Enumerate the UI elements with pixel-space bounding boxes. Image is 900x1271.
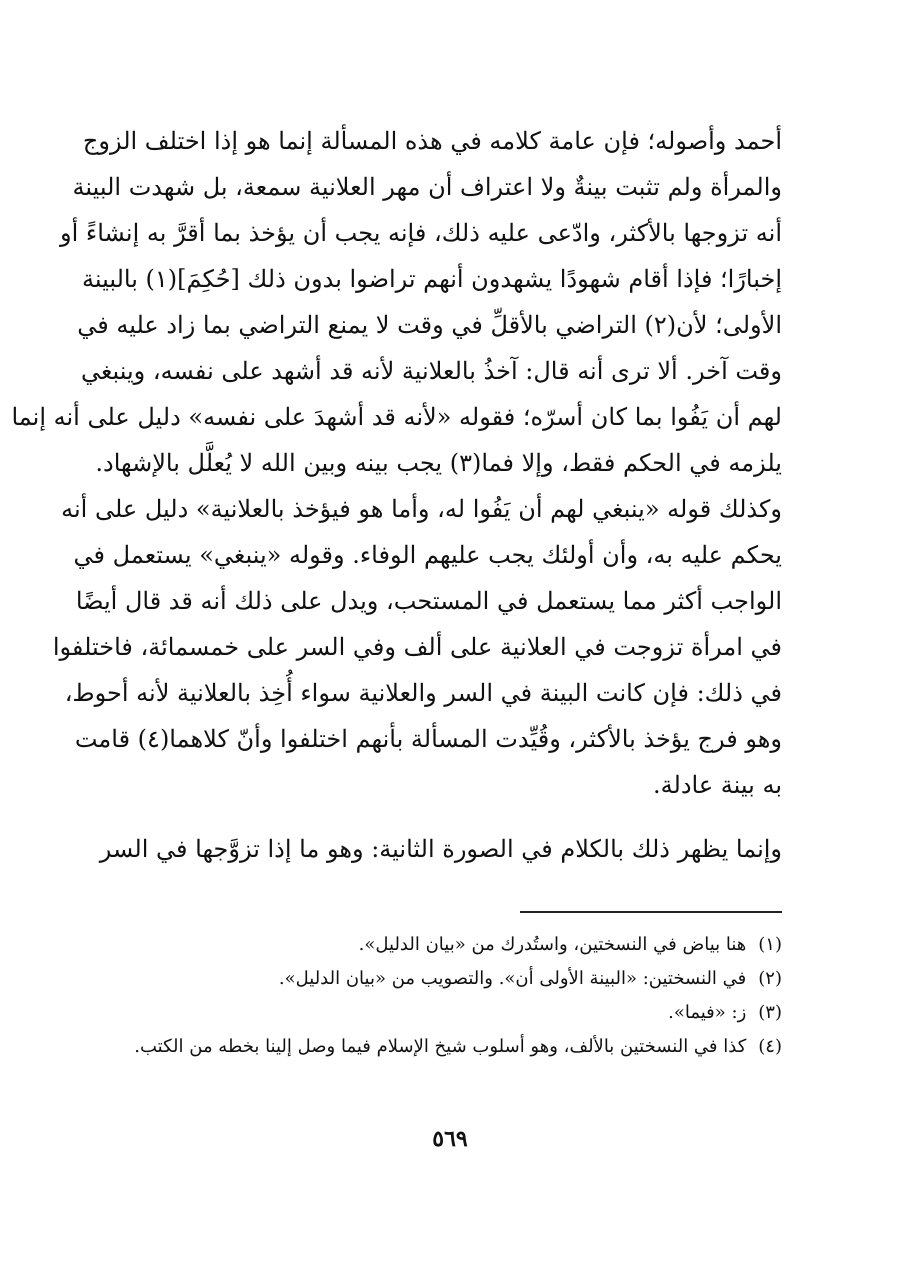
text-line: وقت آخر. ألا ترى أنه قال: آخذُ بالعلانية لأنه قد أشهد على نفسه، وينبغي — [80, 357, 782, 385]
footnote — [118, 1030, 782, 1064]
text-line: وإنما يظهر ذلك بالكلام في الصورة الثانية: وهو ما إذا تزوَّجها في السر — [99, 835, 782, 863]
paragraph — [99, 826, 782, 872]
footnote-number: (٣) — [758, 1002, 782, 1023]
text-line: يحكم عليه به، وأن أولئك يجب عليهم الوفاء. وقوله «ينبغي» يستعمل في — [73, 541, 782, 569]
footnotes — [118, 928, 782, 1064]
page-number: ٥٦٩ — [432, 1126, 468, 1152]
text-line: أنه تزوجها بالأكثر، وادّعى عليه ذلك، فإنه يجب أن يؤخذ بما أقرَّ به إنشاءً أو — [60, 219, 782, 247]
footnote-number: (٢) — [758, 968, 782, 989]
footnote-number: (٤) — [758, 1036, 782, 1057]
paragraph — [11, 118, 782, 808]
text-line: في ذلك: فإن كانت البينة في السر والعلانية سواء أُخِذ بالعلانية لأنه أحوط، — [64, 679, 782, 707]
footnote-text: كذا في النسختين بالألف، وهو أسلوب شيخ الإسلام فيما وصل إلينا بخطه من الكتب. — [134, 1036, 747, 1057]
text-line: به بينة عادلة. — [653, 771, 782, 799]
footnote-text: هنا بياض في النسختين، واستُدرك من «بيان الدليل». — [358, 934, 747, 955]
text-line: لهم أن يَفُوا بما كان أسرّه؛ فقوله «لأنه قد أشهدَ على نفسه» دليل على أنه إنما — [11, 403, 782, 431]
text-line: وكذلك قوله «ينبغي لهم أن يَفُوا له، وأما هو فيؤخذ بالعلانية» دليل على أنه — [61, 495, 782, 523]
text-line: الواجب أكثر مما يستعمل في المستحب، ويدل على ذلك أنه قد قال أيضًا — [75, 587, 782, 615]
footnote-number: (١) — [758, 934, 782, 955]
text-line: والمرأة ولم تثبت بينةٌ ولا اعتراف أن مهر العلانية سمعة، بل شهدت البينة — [72, 173, 782, 201]
footnote-text: ز: «فيما». — [668, 1002, 747, 1023]
text-line: أحمد وأصوله؛ فإن عامة كلامه في هذه المسألة إنما هو إذا اختلف الزوج — [82, 127, 782, 155]
text-line: الأولى؛ لأن(٢) التراضي بالأقلِّ في وقت لا يمنع التراضي بما زاد عليه في — [77, 311, 782, 339]
text-line: إخبارًا؛ فإذا أقام شهودًا يشهدون أنهم تراضوا بدون ذلك [حُكِمَ](١) بالبينة — [81, 265, 782, 293]
text-line: وهو فرج يؤخذ بالأكثر، وقُيِّدت المسألة بأنهم اختلفوا وأنّ كلاهما(٤) قامت — [74, 725, 782, 753]
main-text — [11, 118, 782, 872]
text-line: في امرأة تزوجت في العلانية على ألف وفي السر على خمسمائة، فاختلفوا — [52, 633, 782, 661]
footnote-separator — [520, 911, 782, 913]
footnote — [118, 996, 782, 1030]
text-line: يلزمه في الحكم فقط، وإلا فما(٣) يجب بينه وبين الله لا يُعلَّل بالإشهاد. — [95, 449, 782, 477]
footnote-text: في النسختين: «البينة الأولى أن». والتصويب من «بيان الدليل». — [278, 968, 747, 989]
footnote — [118, 928, 782, 962]
footnote — [118, 962, 782, 996]
